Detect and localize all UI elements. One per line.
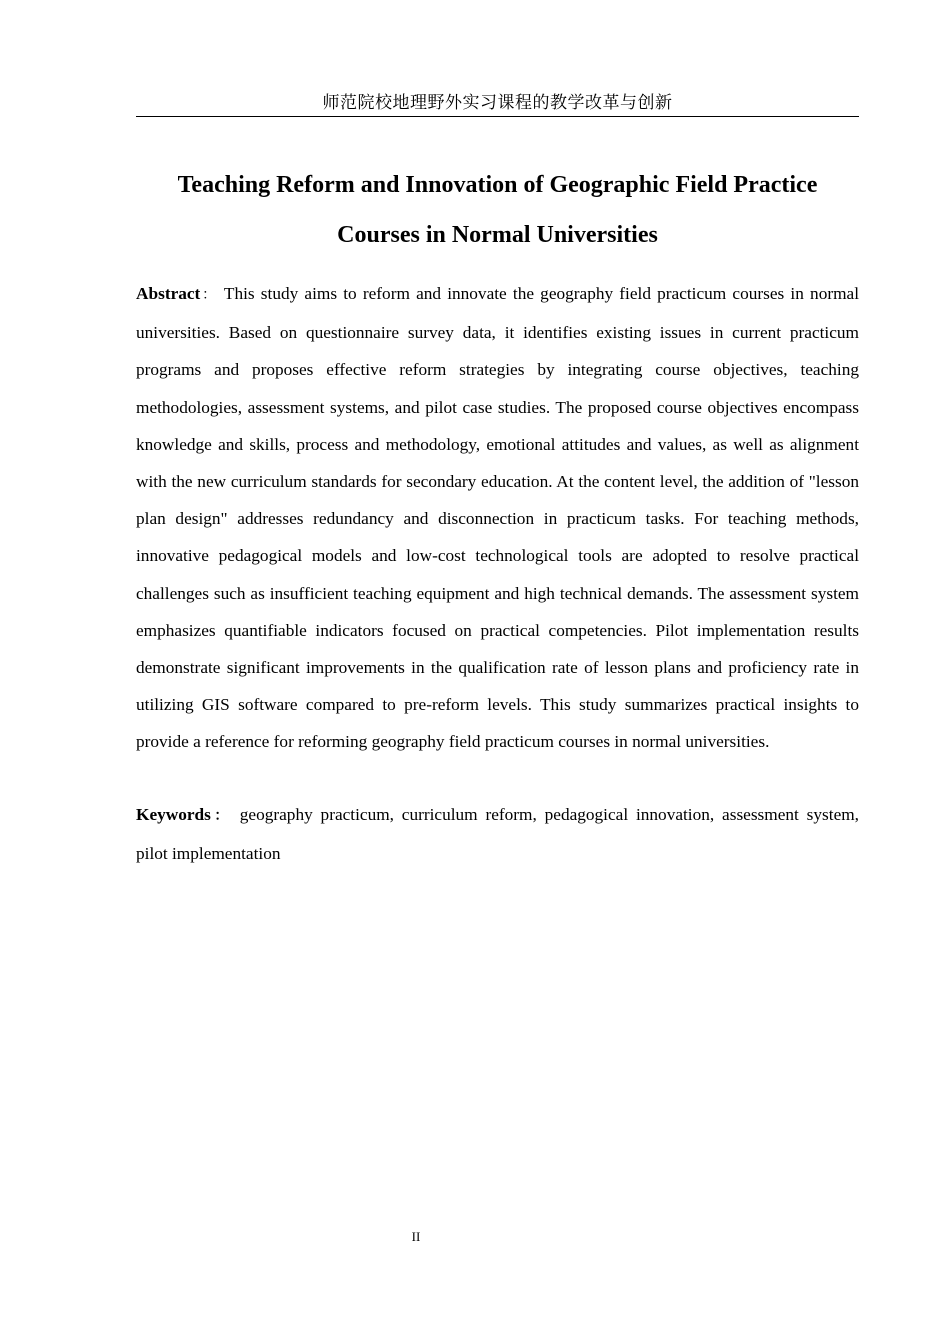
- paper-title-line-1: Teaching Reform and Innovation of Geographic Field Practice: [177, 172, 818, 198]
- paper-title-line-2: Courses in Normal Universities: [337, 222, 658, 248]
- abstract-label: Abstract: [136, 284, 201, 303]
- keywords-separator: ：: [210, 808, 232, 824]
- abstract-separator: ：: [200, 287, 219, 303]
- page-number: II: [411, 1229, 421, 1244]
- running-header: 师范院校地理野外实习课程的教学改革与创新: [136, 90, 859, 117]
- abstract-text: This study aims to reform and innovate the geography field practicum courses in normal universities. Based on questionnaire survey data, it identifies existing issues in current practicum programs and proposes effective reform strategies by integrating course objectives, teaching methodologies, assessment systems, and pilot case studies. The proposed course objectives encompass knowledge and skills, process and methodology, emotional attitudes and values, as well as alignment with the new curriculum standards for secondary education. At the content level, the addition of "lesson plan design" addresses redundancy and disconnection in practicum tasks. For teaching methods, innovative pedagogical models and low-cost technological tools are adopted to resolve practical challenges such as insufficient teaching equipment and high technical demands. The assessment system emphasizes quantifiable indicators focused on practical competencies. Pilot implementation results demonstrate significant improvements in the qualification rate of lesson plans and proficiency rate in utilizing GIS software compared to pre-reform levels. This study summarizes practical insights to provide a reference for reforming geography field practicum courses in normal universities.: [136, 284, 859, 752]
- paper-title: [136, 160, 859, 260]
- keywords-text: geography practicum, curriculum reform, pedagogical innovation, assessment system, pilot implementation: [136, 805, 860, 864]
- keywords-label: Keywords: [136, 805, 211, 824]
- abstract-paragraph: [136, 275, 859, 761]
- keywords-paragraph: [136, 796, 859, 872]
